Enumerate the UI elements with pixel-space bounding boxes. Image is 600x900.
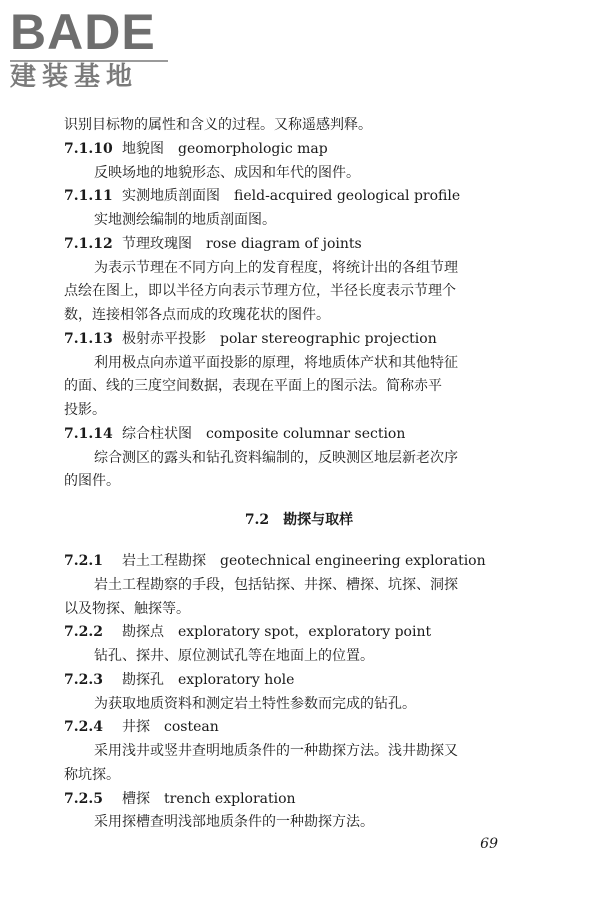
logo-latin-text: BADE [10, 4, 156, 60]
definition-line: 钻孔、探井、原位测试孔等在地面上的位置。 [94, 648, 374, 664]
term-number: 7.2.2 [64, 624, 103, 641]
document-body [64, 114, 534, 835]
term-7-1-10 [64, 138, 534, 162]
term-7-2-4 [64, 716, 534, 740]
term-chinese: 槽探 [122, 790, 150, 807]
term-number: 7.1.10 [64, 140, 113, 157]
bade-logo [8, 4, 178, 94]
definition-line: 点绘在图上，即以半径方向表示节理方位，半径长度表示节理个 [64, 283, 456, 300]
term-7-1-13 [64, 328, 534, 352]
term-english: exploratory hole [178, 671, 295, 688]
term-english: composite columnar section [206, 425, 406, 442]
term-english: field-acquired geological profile [234, 188, 461, 205]
term-number: 7.2.4 [64, 719, 103, 736]
term-chinese: 地貌图 [122, 140, 164, 157]
term-english: rose diagram of joints [206, 235, 362, 252]
definition-line: 岩土工程勘察的手段，包括钻探、井探、槽探、坑探、洞探 [94, 576, 458, 593]
term-number: 7.2.1 [64, 553, 103, 569]
term-chinese: 岩土工程勘探 [122, 553, 206, 569]
term-english: costean [164, 719, 219, 736]
definition-line: 数，连接相邻各点而成的玫瑰花状的图件。 [64, 307, 330, 323]
term-english: polar stereographic projection [220, 330, 437, 347]
term-chinese: 实测地质剖面图 [122, 188, 220, 205]
definition-line: 采用浅井或竖井查明地质条件的一种勘探方法。浅井勘探又 [94, 743, 458, 759]
definition-line: 投影。 [64, 402, 106, 418]
term-english: geotechnical engineering exploration [220, 553, 486, 569]
term-7-2-3 [64, 669, 534, 693]
term-number: 7.1.11 [64, 188, 113, 205]
term-chinese: 综合柱状图 [122, 425, 192, 442]
term-number: 7.1.13 [64, 330, 113, 347]
definition-line: 反映场地的地貌形态、成因和年代的图件。 [94, 164, 360, 181]
term-chinese: 井探 [122, 719, 150, 736]
paragraph-line: 识别目标物的属性和含义的过程。又称遥感判释。 [64, 117, 372, 133]
definition-line: 采用探槽查明浅部地质条件的一种勘探方法。 [94, 814, 374, 831]
term-chinese: 勘探孔 [122, 671, 164, 688]
definition-line: 的面、线的三度空间数据，表现在平面上的图示法。简称赤平 [64, 378, 442, 395]
term-7-1-12 [64, 233, 534, 257]
definition-line: 利用极点向赤道平面投影的原理，将地质体产状和其他特征 [94, 354, 458, 371]
term-chinese: 极射赤平投影 [122, 330, 206, 347]
definition-line: 为表示节理在不同方向上的发育程度，将统计出的各组节理 [94, 259, 458, 276]
term-number: 7.2.3 [64, 671, 103, 688]
term-7-2-5 [64, 788, 534, 812]
definition-line: 以及物探、触探等。 [64, 600, 190, 617]
term-english: geomorphologic map [178, 140, 328, 157]
page-number: 69 [480, 836, 498, 852]
definition-line: 实地测绘编制的地质剖面图。 [94, 212, 276, 228]
term-7-2-2 [64, 621, 534, 645]
definition-line: 的图件。 [64, 473, 120, 490]
term-number: 7.1.14 [64, 425, 113, 442]
definition-line: 为获取地质资料和测定岩土特性参数而完成的钻孔。 [94, 695, 416, 712]
definition-line: 称坑探。 [64, 766, 120, 783]
logo-chinese-text: 建装基地 [10, 62, 139, 92]
term-number: 7.1.12 [64, 235, 113, 252]
definition-line: 综合测区的露头和钻孔资料编制的，反映测区地层新老次序 [94, 449, 458, 466]
term-chinese: 节理玫瑰图 [122, 235, 192, 252]
term-7-1-11 [64, 185, 534, 209]
term-number: 7.2.5 [64, 790, 103, 807]
term-english: trench exploration [164, 790, 296, 807]
term-7-1-14 [64, 423, 534, 447]
section-heading: 7.2 勘探与取样 [244, 512, 354, 528]
term-7-2-1 [64, 550, 534, 574]
term-chinese: 勘探点 [122, 624, 164, 641]
term-english: exploratory spot，exploratory point [178, 624, 432, 641]
